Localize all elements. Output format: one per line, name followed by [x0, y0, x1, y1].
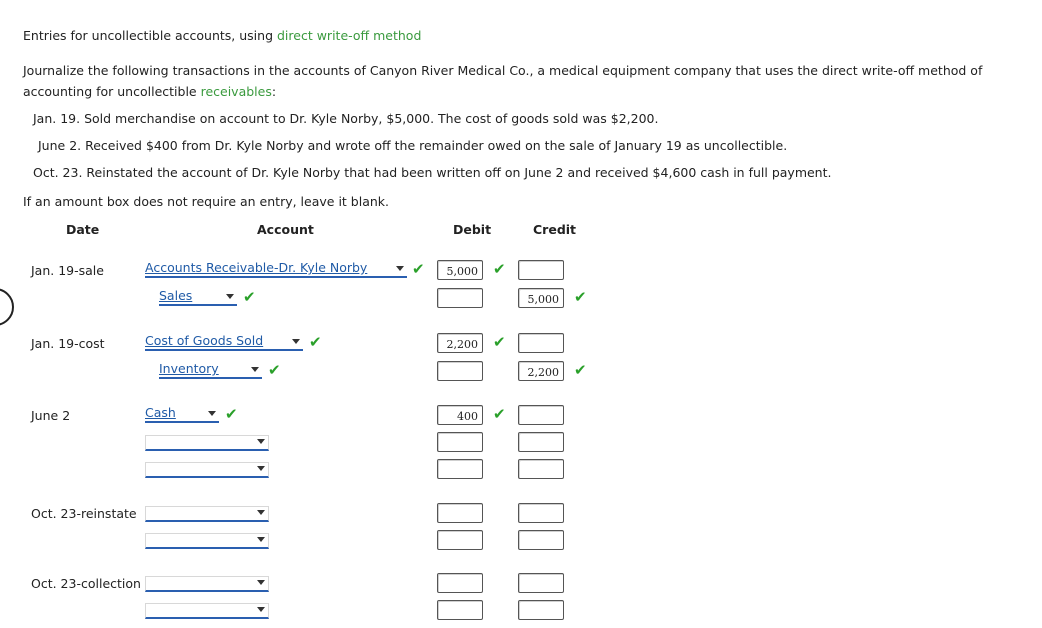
row-label-jan19-cost: Jan. 19-cost [31, 336, 105, 351]
transaction-jan19: Jan. 19. Sold merchandise on account to Dr. Kyle Norby, $5,000. The cost of goods sold was $2,200. [33, 111, 659, 126]
column-credit: Credit [533, 222, 577, 237]
credit-input-oct23-collection-2[interactable] [518, 600, 564, 620]
check-icon: ✔ [412, 260, 425, 278]
dropdown-arrow-icon [257, 439, 265, 444]
selected-account: Inventory [159, 361, 219, 376]
transaction-june2: June 2. Received $400 from Dr. Kyle Norby and wrote off the remainder owed on the sale of January 19 as uncollectible. [38, 138, 788, 153]
debit-input-jan19-cost-1[interactable]: 2,200 [437, 333, 483, 353]
blank-instruction: If an amount box does not require an entry, leave it blank. [23, 194, 389, 209]
debit-input-oct23-collection-1[interactable] [437, 573, 483, 593]
account-select-oct23-collection-1[interactable] [145, 576, 269, 592]
credit-input-oct23-reinstate-1[interactable] [518, 503, 564, 523]
credit-input-jan19-cost-2[interactable]: 2,200 [518, 361, 564, 381]
column-account: Account [257, 222, 314, 237]
dropdown-arrow-icon [257, 580, 265, 585]
heading-text: Entries for uncollectible accounts, using [23, 28, 277, 43]
dropdown-arrow-icon [257, 607, 265, 612]
debit-input-june2-3[interactable] [437, 459, 483, 479]
debit-input-june2-2[interactable] [437, 432, 483, 452]
credit-input-june2-3[interactable] [518, 459, 564, 479]
credit-input-june2-1[interactable] [518, 405, 564, 425]
credit-input-jan19-sale-1[interactable] [518, 260, 564, 280]
row-label-oct23-reinstate: Oct. 23-reinstate [31, 506, 137, 521]
dropdown-arrow-icon [257, 510, 265, 515]
heading-link[interactable]: direct write-off method [277, 28, 422, 43]
account-select-oct23-reinstate-1[interactable] [145, 506, 269, 522]
check-icon: ✔ [309, 333, 322, 351]
debit-input-june2-1[interactable]: 400 [437, 405, 483, 425]
dropdown-arrow-icon [208, 411, 216, 416]
credit-input-june2-2[interactable] [518, 432, 564, 452]
account-select-june2-3[interactable] [145, 462, 269, 478]
credit-input-oct23-reinstate-2[interactable] [518, 530, 564, 550]
column-date: Date [66, 222, 100, 237]
selected-account: Cost of Goods Sold [145, 333, 264, 348]
credit-input-jan19-cost-1[interactable] [518, 333, 564, 353]
check-icon: ✔ [574, 361, 587, 379]
account-select-jan19-sale-1[interactable] [145, 260, 407, 278]
page-heading [23, 28, 421, 43]
debit-input-jan19-sale-1[interactable]: 5,000 [437, 260, 483, 280]
dropdown-arrow-icon [257, 466, 265, 471]
check-icon: ✔ [493, 260, 506, 278]
transaction-oct23: Oct. 23. Reinstated the account of Dr. Kyle Norby that had been written off on June 2 and received $4,600 cash in full payment. [33, 165, 832, 180]
debit-input-jan19-sale-2[interactable] [437, 288, 483, 308]
check-icon: ✔ [268, 361, 281, 379]
dropdown-arrow-icon [396, 266, 404, 271]
account-select-jan19-cost-2[interactable] [159, 361, 262, 379]
selected-account: Accounts Receivable-Dr. Kyle Norby [145, 260, 368, 275]
dropdown-arrow-icon [257, 537, 265, 542]
check-icon: ✔ [243, 288, 256, 306]
selected-account: Sales [159, 288, 193, 303]
debit-input-oct23-reinstate-1[interactable] [437, 503, 483, 523]
column-debit: Debit [453, 222, 492, 237]
check-icon: ✔ [574, 288, 587, 306]
intro-text: Journalize the following transactions in the accounts of Canyon River Medical Co., a medical equipment company that uses the direct write-off method of accounting for uncollectible [23, 63, 983, 99]
dropdown-arrow-icon [251, 367, 259, 372]
credit-input-oct23-collection-1[interactable] [518, 573, 564, 593]
check-icon: ✔ [225, 405, 238, 423]
dropdown-arrow-icon [292, 339, 300, 344]
account-select-june2-2[interactable] [145, 435, 269, 451]
credit-input-jan19-sale-2[interactable]: 5,000 [518, 288, 564, 308]
check-icon: ✔ [493, 405, 506, 423]
row-label-jan19-sale: Jan. 19-sale [31, 263, 104, 278]
intro-colon: : [271, 84, 277, 99]
debit-input-jan19-cost-2[interactable] [437, 361, 483, 381]
debit-input-oct23-reinstate-2[interactable] [437, 530, 483, 550]
row-label-june2: June 2 [31, 408, 71, 423]
account-select-jan19-sale-2[interactable] [159, 288, 237, 306]
selected-account: Cash [145, 405, 176, 420]
check-icon: ✔ [493, 333, 506, 351]
debit-input-oct23-collection-2[interactable] [437, 600, 483, 620]
row-label-oct23-collection: Oct. 23-collection [31, 576, 141, 591]
instructions-paragraph [23, 60, 1033, 102]
dropdown-arrow-icon [226, 294, 234, 299]
account-select-oct23-reinstate-2[interactable] [145, 533, 269, 549]
account-select-jan19-cost-1[interactable] [145, 333, 303, 351]
account-select-oct23-collection-2[interactable] [145, 603, 269, 619]
receivables-link[interactable]: receivables [200, 84, 272, 99]
partial-circle-graphic [0, 288, 14, 326]
account-select-june2-1[interactable] [145, 405, 219, 423]
